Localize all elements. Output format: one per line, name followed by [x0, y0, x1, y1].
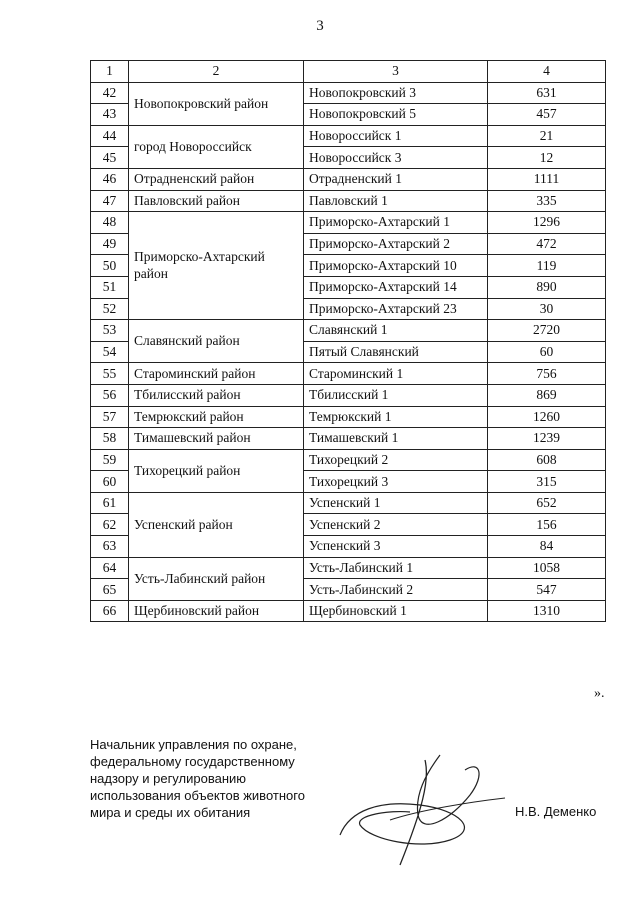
quantity-value: 60	[488, 341, 606, 363]
hunting-ground-name: Приморско-Ахтарский 1	[304, 212, 488, 234]
table-row	[91, 406, 606, 428]
quantity-value: 84	[488, 536, 606, 558]
district-name: Успенский район	[134, 516, 233, 532]
page-number: 3	[316, 18, 324, 34]
quantity-value: 1296	[488, 212, 606, 234]
district-cell	[129, 320, 304, 363]
hunting-ground-name: Щербиновский 1	[304, 600, 488, 622]
quantity-value: 315	[488, 471, 606, 493]
row-number: 43	[91, 104, 129, 126]
quantity-value: 119	[488, 255, 606, 277]
row-number: 48	[91, 212, 129, 234]
signatory-title-line: надзору и регулированию	[90, 771, 247, 786]
quantity-value: 631	[488, 82, 606, 104]
quantity-value: 156	[488, 514, 606, 536]
row-number: 46	[91, 168, 129, 190]
district-name: Темрюкский район	[134, 408, 244, 424]
signatory-title-line: федеральному государственному	[90, 754, 295, 769]
district-name: город Новороссийск	[134, 138, 252, 154]
row-number: 57	[91, 406, 129, 428]
district-cell	[129, 449, 304, 492]
quantity-value: 547	[488, 579, 606, 601]
quantity-value: 1310	[488, 600, 606, 622]
district-name: Славянский район	[134, 333, 240, 349]
hunting-ground-name: Успенский 3	[304, 536, 488, 558]
row-number: 63	[91, 536, 129, 558]
signatory-name: Н.В. Деменко	[515, 804, 597, 819]
quantity-value: 756	[488, 363, 606, 385]
hunting-ground-name: Новопокровский 5	[304, 104, 488, 126]
quantity-value: 472	[488, 233, 606, 255]
table-row	[91, 212, 606, 234]
row-number: 51	[91, 276, 129, 298]
quantity-value: 1111	[488, 168, 606, 190]
row-number: 44	[91, 125, 129, 147]
table-body	[91, 82, 606, 622]
table-row	[91, 492, 606, 514]
district-cell	[129, 190, 304, 212]
hunting-ground-name: Новороссийск 1	[304, 125, 488, 147]
quantity-value: 608	[488, 449, 606, 471]
table-row	[91, 363, 606, 385]
quantity-value: 457	[488, 104, 606, 126]
district-cell	[129, 363, 304, 385]
district-name: Тимашевский район	[134, 430, 251, 446]
quantity-value: 869	[488, 384, 606, 406]
quantity-value: 21	[488, 125, 606, 147]
row-number: 59	[91, 449, 129, 471]
table-row	[91, 449, 606, 471]
header-col-3: 3	[304, 61, 488, 83]
table-row	[91, 168, 606, 190]
quantity-value: 652	[488, 492, 606, 514]
hunting-ground-name: Славянский 1	[304, 320, 488, 342]
hunting-ground-name: Староминский 1	[304, 363, 488, 385]
district-name: Новопокровский район	[134, 95, 269, 111]
table-row	[91, 320, 606, 342]
hunting-ground-name: Отрадненский 1	[304, 168, 488, 190]
hunting-ground-name: Тихорецкий 2	[304, 449, 488, 471]
table-row	[91, 428, 606, 450]
district-name: Павловский район	[134, 192, 241, 208]
header-col-4: 4	[488, 61, 606, 83]
row-number: 54	[91, 341, 129, 363]
quantity-value: 1058	[488, 557, 606, 579]
row-number: 64	[91, 557, 129, 579]
table-row	[91, 600, 606, 622]
table-row	[91, 190, 606, 212]
hunting-ground-name: Новороссийск 3	[304, 147, 488, 169]
handwritten-signature-icon	[330, 740, 510, 875]
row-number: 47	[91, 190, 129, 212]
quantity-value: 335	[488, 190, 606, 212]
hunting-ground-name: Приморско-Ахтарский 10	[304, 255, 488, 277]
district-cell	[129, 125, 304, 168]
district-cell	[129, 82, 304, 125]
quantity-value: 1239	[488, 428, 606, 450]
table-header-row	[91, 61, 606, 83]
district-name: Староминский район	[134, 365, 256, 381]
district-cell	[129, 168, 304, 190]
quantity-value: 890	[488, 276, 606, 298]
hunting-ground-name: Усть-Лабинский 2	[304, 579, 488, 601]
header-col-1: 1	[91, 61, 129, 83]
hunting-ground-name: Приморско-Ахтарский 14	[304, 276, 488, 298]
table-row	[91, 82, 606, 104]
row-number: 50	[91, 255, 129, 277]
hunting-ground-name: Темрюкский 1	[304, 406, 488, 428]
quantity-value: 12	[488, 147, 606, 169]
header-col-2: 2	[129, 61, 304, 83]
hunting-ground-name: Павловский 1	[304, 190, 488, 212]
district-name: Усть-Лабинский район	[134, 570, 266, 586]
district-name: Тихорецкий район	[134, 462, 241, 478]
signatory-title-line: Начальник управления по охране,	[90, 737, 297, 752]
hunting-ground-name: Успенский 1	[304, 492, 488, 514]
table-row	[91, 125, 606, 147]
signatory-title-line: мира и среды их обитания	[90, 805, 251, 820]
row-number: 56	[91, 384, 129, 406]
row-number: 45	[91, 147, 129, 169]
row-number: 53	[91, 320, 129, 342]
district-cell	[129, 428, 304, 450]
district-cell	[129, 557, 304, 600]
hunting-ground-name: Тимашевский 1	[304, 428, 488, 450]
hunting-ground-name: Успенский 2	[304, 514, 488, 536]
hunting-ground-name: Новопокровский 3	[304, 82, 488, 104]
district-name: Тбилисский район	[134, 387, 241, 403]
district-cell	[129, 600, 304, 622]
districts-table	[90, 60, 606, 622]
hunting-ground-name: Усть-Лабинский 1	[304, 557, 488, 579]
row-number: 61	[91, 492, 129, 514]
quantity-value: 2720	[488, 320, 606, 342]
quantity-value: 1260	[488, 406, 606, 428]
district-cell	[129, 492, 304, 557]
hunting-ground-name: Тихорецкий 3	[304, 471, 488, 493]
district-name: Приморско-Ахтарский район	[134, 249, 265, 282]
hunting-ground-name: Приморско-Ахтарский 23	[304, 298, 488, 320]
row-number: 55	[91, 363, 129, 385]
table-row	[91, 384, 606, 406]
quantity-value: 30	[488, 298, 606, 320]
row-number: 49	[91, 233, 129, 255]
district-name: Отрадненский район	[134, 171, 255, 187]
table-row	[91, 557, 606, 579]
hunting-ground-name: Тбилисский 1	[304, 384, 488, 406]
hunting-ground-name: Пятый Славянский	[304, 341, 488, 363]
row-number: 60	[91, 471, 129, 493]
district-name: Щербиновский район	[134, 603, 260, 619]
district-cell	[129, 384, 304, 406]
hunting-ground-name: Приморско-Ахтарский 2	[304, 233, 488, 255]
row-number: 52	[91, 298, 129, 320]
district-cell	[129, 212, 304, 320]
signatory-title	[90, 736, 330, 821]
row-number: 66	[91, 600, 129, 622]
closing-quote-mark: ».	[594, 686, 605, 701]
row-number: 65	[91, 579, 129, 601]
signatory-title-line: использования объектов животного	[90, 788, 305, 803]
row-number: 62	[91, 514, 129, 536]
row-number: 58	[91, 428, 129, 450]
row-number: 42	[91, 82, 129, 104]
district-cell	[129, 406, 304, 428]
